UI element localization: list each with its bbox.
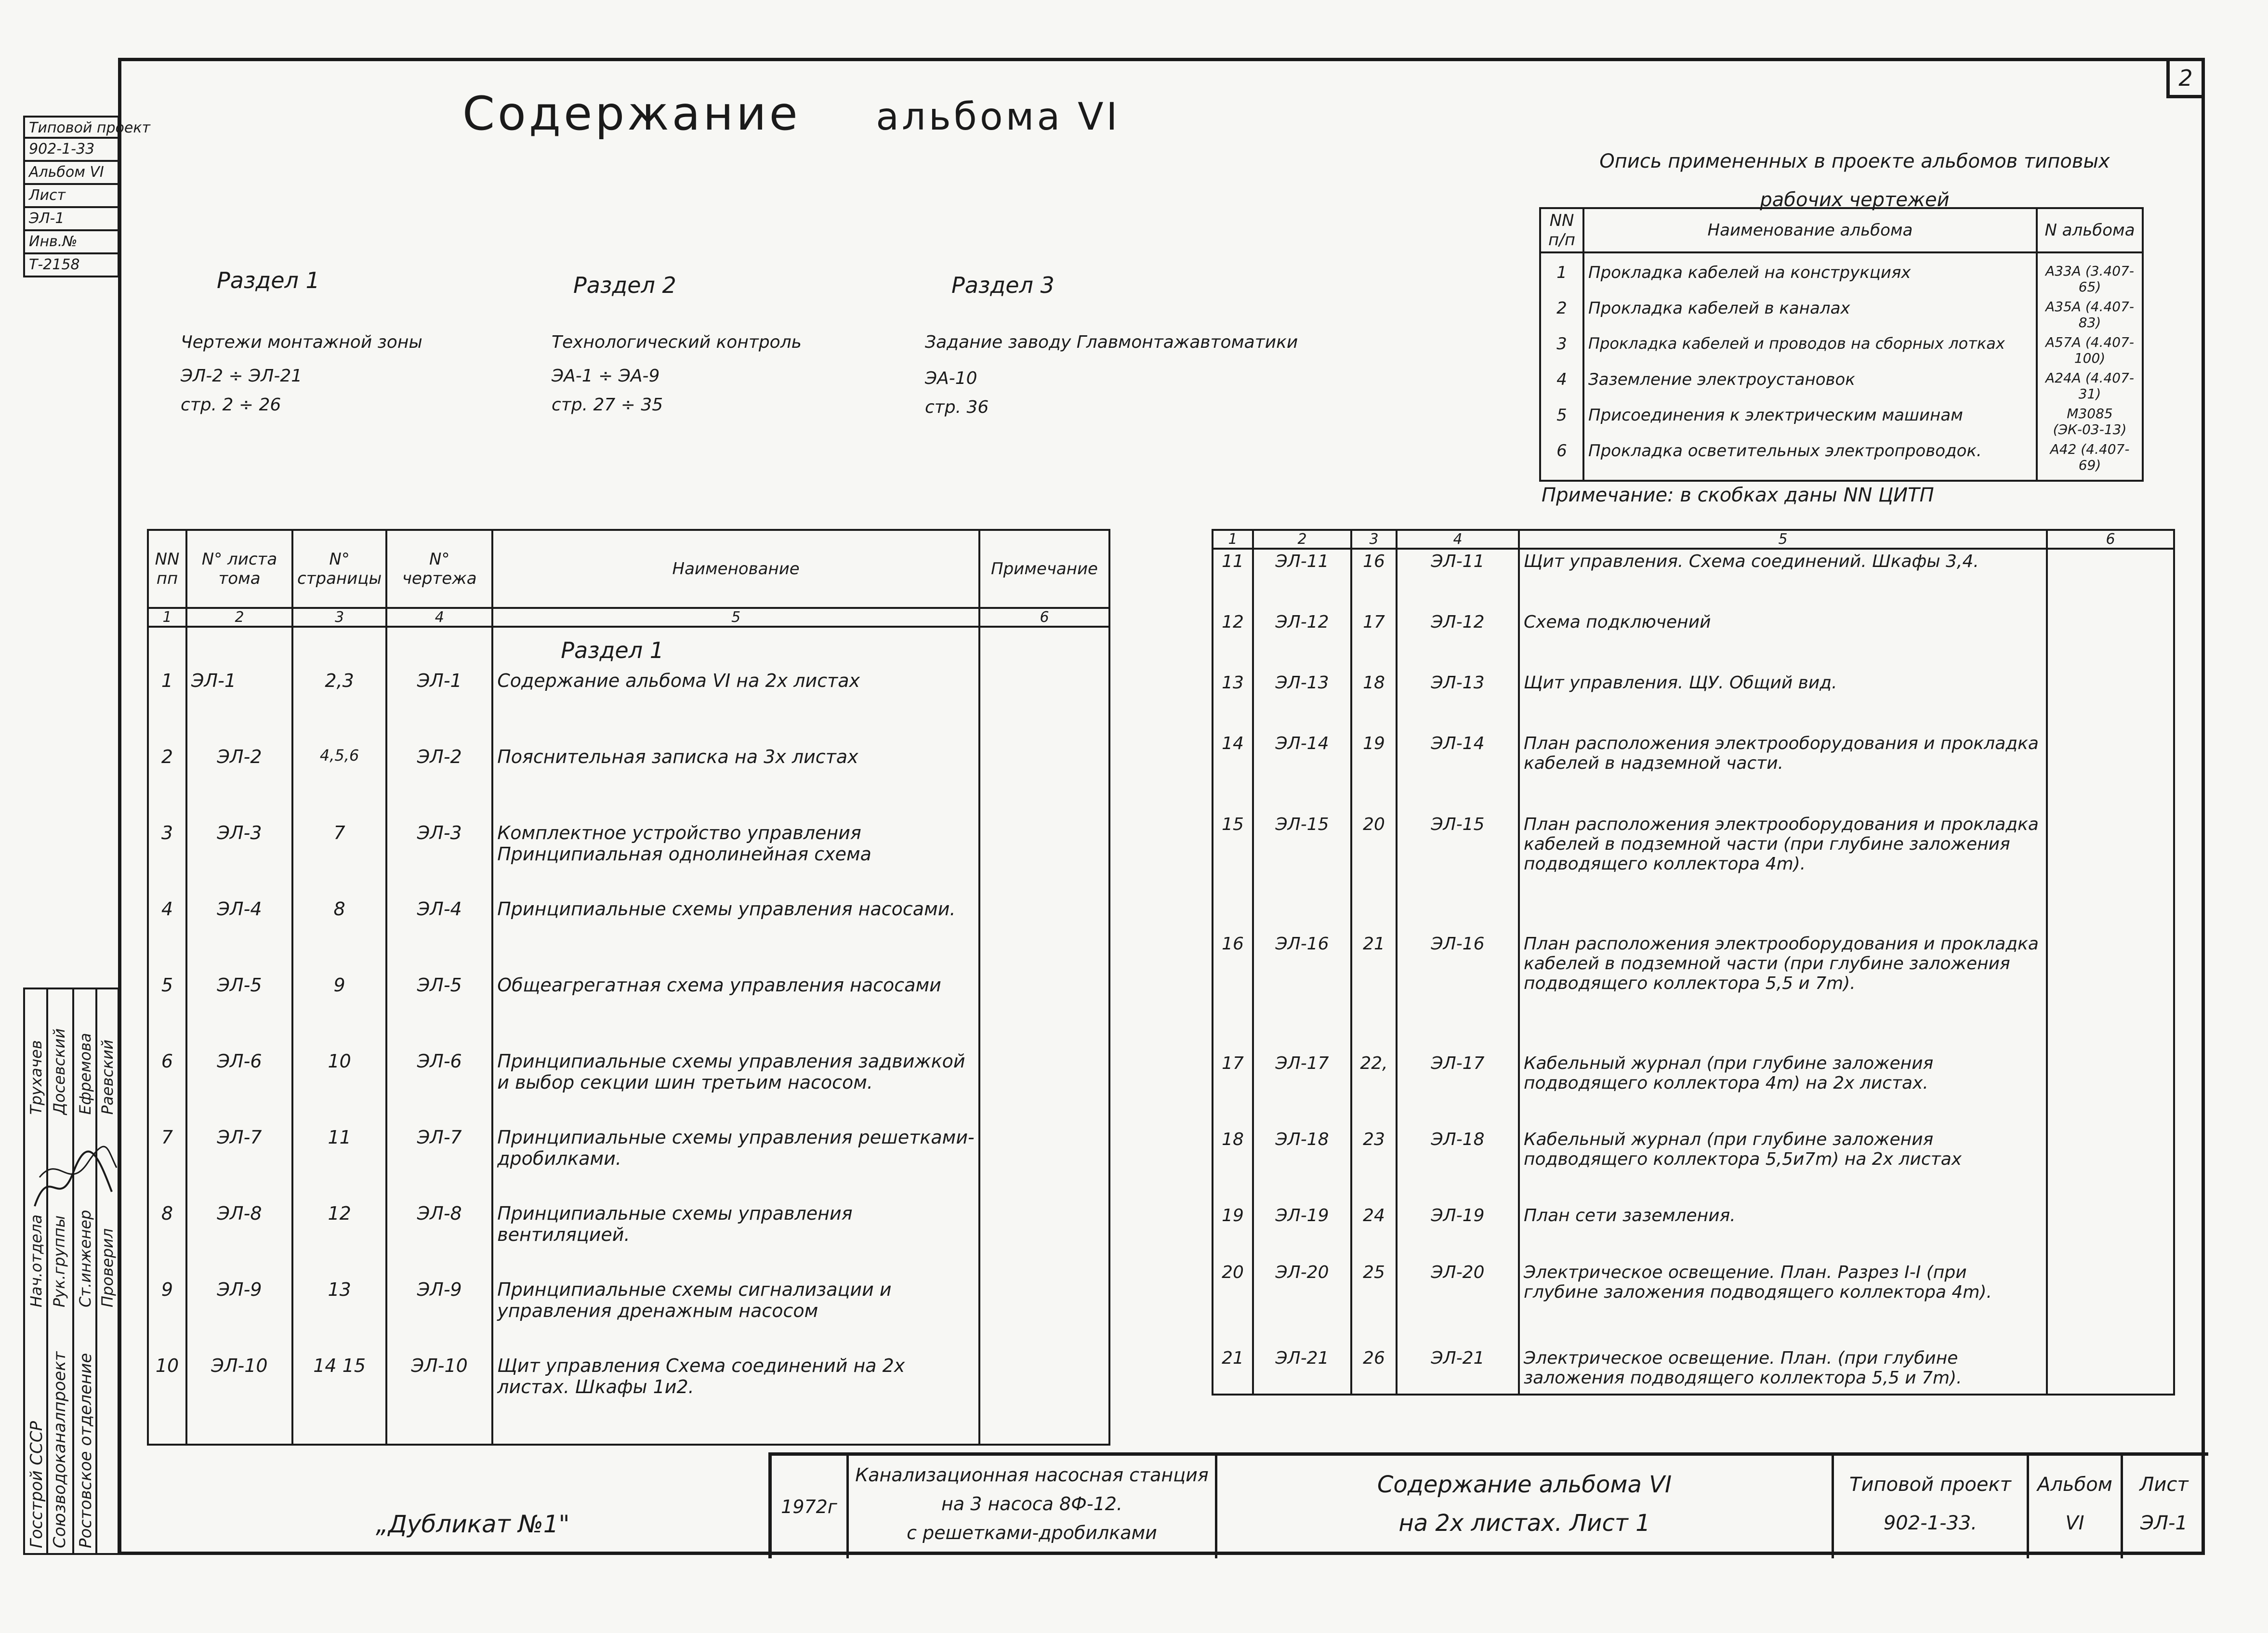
row-n: 16 <box>1213 932 1253 1052</box>
org-2: Союзводоканалпроект <box>50 1351 69 1548</box>
name-4: Раевский <box>98 1040 117 1115</box>
row-n: 5 <box>148 973 186 1049</box>
section-2-range: ЭА-1 ÷ ЭА-9 <box>552 366 660 386</box>
lstamp-cell: 902-1-33 <box>23 139 119 162</box>
title-volume: альбома VI <box>876 95 1121 139</box>
opis-n: 3 <box>1540 332 1583 368</box>
row-drawing: ЭЛ-16 <box>1397 932 1519 1052</box>
col-page: N° страницы <box>292 530 386 608</box>
row-n: 10 <box>148 1353 186 1445</box>
col-note: Примечание <box>979 530 1109 608</box>
row-name: Кабельный журнал (при глубине заложения подводящего коллектора 5,5и7m) на 2х листах <box>1519 1128 2047 1204</box>
lstamp-cell: Лист <box>23 185 119 208</box>
row-n: 17 <box>1213 1052 1253 1128</box>
opis-album: А42 (4.407-69) <box>2037 439 2143 481</box>
row-name: Щит управления Схема соединений на 2х листах. Шкафы 1и2. <box>492 1353 979 1445</box>
opis-n: 6 <box>1540 439 1583 481</box>
row-sheet: ЭЛ-9 <box>186 1277 292 1353</box>
lstamp-cell: ЭЛ-1 <box>23 208 119 231</box>
section-1-title: Раздел 1 <box>217 267 320 293</box>
row-drawing: ЭЛ-2 <box>386 744 492 820</box>
row-n: 8 <box>148 1201 186 1277</box>
col-num: 6 <box>2047 530 2174 549</box>
row-sheet: ЭЛ-6 <box>186 1049 292 1125</box>
name-1: Трухачев <box>27 1040 45 1115</box>
row-name: Принципиальные схемы управления задвижкой и выбор секции шин третьим насосом. <box>492 1049 979 1125</box>
row-page: 4,5,6 <box>292 744 386 820</box>
row-n: 4 <box>148 896 186 973</box>
strip-divider <box>46 989 48 1553</box>
stamp-doc-title-2: на 2х листах. Лист 1 <box>1398 1510 1650 1537</box>
role-2: Рук.группы <box>50 1215 68 1307</box>
row-page: 10 <box>292 1049 386 1125</box>
row-sheet: ЭЛ-5 <box>186 973 292 1049</box>
row-sheet: ЭЛ-8 <box>186 1201 292 1277</box>
row-drawing: ЭЛ-19 <box>1397 1204 1519 1261</box>
row-name: Принципиальные схемы сигнализации и управления дренажным насосом <box>492 1277 979 1353</box>
col-num: 3 <box>1351 530 1397 549</box>
row-n: 7 <box>148 1125 186 1201</box>
name-2: Досевский <box>50 1028 68 1115</box>
row-page: 16 <box>1351 549 1397 610</box>
stamp-sheet-label: Лист <box>2139 1474 2189 1496</box>
row-sheet: ЭЛ-17 <box>1253 1052 1351 1128</box>
row-drawing: ЭЛ-18 <box>1397 1128 1519 1204</box>
title-block <box>768 1452 2208 1558</box>
row-sheet: ЭЛ-3 <box>186 820 292 896</box>
row-drawing: ЭЛ-13 <box>1397 671 1519 732</box>
row-drawing: ЭЛ-21 <box>1397 1346 1519 1395</box>
row-drawing: ЭЛ-1 <box>386 668 492 744</box>
row-sheet: ЭЛ-15 <box>1253 813 1351 932</box>
col-nn: NN пп <box>148 530 186 608</box>
stamp-object-2: на 3 насоса 8Ф-12. <box>941 1493 1123 1514</box>
stamp-sheet <box>2123 1456 2205 1558</box>
row-sheet: ЭЛ-7 <box>186 1125 292 1201</box>
col-num: 5 <box>492 608 979 627</box>
row-page: 21 <box>1351 932 1397 1052</box>
row-drawing: ЭЛ-17 <box>1397 1052 1519 1128</box>
row-page: 26 <box>1351 1346 1397 1395</box>
opis-n: 5 <box>1540 404 1583 439</box>
lstamp-cell: Типовой проект <box>23 116 119 139</box>
col-sheet: N° листа тома <box>186 530 292 608</box>
col-num: 6 <box>979 608 1109 627</box>
row-name: Схема подключений <box>1519 610 2047 671</box>
section-1-pages: стр. 2 ÷ 26 <box>181 395 281 415</box>
section-1-range: ЭЛ-2 ÷ ЭЛ-21 <box>181 366 303 386</box>
signatures <box>30 1134 121 1221</box>
row-page: 11 <box>292 1125 386 1201</box>
col-num: 2 <box>1253 530 1351 549</box>
section-2-title: Раздел 2 <box>573 272 676 298</box>
opis-album: А24А (4.407-31) <box>2037 368 2143 404</box>
contents-table-left <box>147 529 1110 1446</box>
row-drawing: ЭЛ-3 <box>386 820 492 896</box>
opis-title-1: Опись примененных в проекте альбомов типовых <box>1599 150 2110 172</box>
opis-col-name: Наименование альбома <box>1583 208 2037 252</box>
row-sheet: ЭЛ-16 <box>1253 932 1351 1052</box>
row-drawing: ЭЛ-15 <box>1397 813 1519 932</box>
stamp-project <box>1834 1456 2029 1558</box>
row-page: 14 15 <box>292 1353 386 1445</box>
row-name: План расположения электрооборудования и прокладка кабелей в подземной части (при глубине заложения подводящего коллектора 5,5 и 7m). <box>1519 932 2047 1052</box>
page-title <box>462 87 1120 141</box>
stamp-year: 1972г <box>772 1456 849 1558</box>
row-page: 12 <box>292 1201 386 1277</box>
col-num: 1 <box>1213 530 1253 549</box>
row-name: План расположения электрооборудования и прокладка кабелей в надземной части. <box>1519 732 2047 813</box>
row-drawing: ЭЛ-6 <box>386 1049 492 1125</box>
section-3-name: Задание заводу Главмонтажавтоматики <box>925 332 1298 352</box>
row-name: Пояснительная записка на 3х листах <box>492 744 979 820</box>
row-page: 23 <box>1351 1128 1397 1204</box>
section-2-pages: стр. 27 ÷ 35 <box>552 395 663 415</box>
opis-album: А57А (4.407-100) <box>2037 332 2143 368</box>
row-n: 21 <box>1213 1346 1253 1395</box>
row-name: Принципиальные схемы управления решетками-дробилками. <box>492 1125 979 1201</box>
row-page: 25 <box>1351 1261 1397 1346</box>
row-page: 2,3 <box>292 668 386 744</box>
stamp-album-label: Альбом <box>2037 1474 2112 1496</box>
row-drawing: ЭЛ-11 <box>1397 549 1519 610</box>
row-name: Электрическое освещение. План. Разрез I-I (при глубине заложения подводящего коллектора 4m). <box>1519 1261 2047 1346</box>
row-page: 19 <box>1351 732 1397 813</box>
sheet-number: 2 <box>2166 58 2205 98</box>
row-drawing: ЭЛ-7 <box>386 1125 492 1201</box>
left-signature-strip <box>23 988 119 1555</box>
row-n: 20 <box>1213 1261 1253 1346</box>
row-page: 20 <box>1351 813 1397 932</box>
row-sheet: ЭЛ-2 <box>186 744 292 820</box>
stamp-sheet-no: ЭЛ-1 <box>2140 1512 2188 1534</box>
row-sheet: ЭЛ-11 <box>1253 549 1351 610</box>
opis-album: А33А (3.407-65) <box>2037 252 2143 297</box>
row-n: 11 <box>1213 549 1253 610</box>
row-name: Общеагрегатная схема управления насосами <box>492 973 979 1049</box>
section-1-name: Чертежи монтажной зоны <box>181 332 422 352</box>
opis-name: Заземление электроустановок <box>1583 368 2037 404</box>
stamp-album-no: VI <box>2065 1512 2084 1534</box>
row-n: 15 <box>1213 813 1253 932</box>
col-name: Наименование <box>492 530 979 608</box>
row-drawing: ЭЛ-14 <box>1397 732 1519 813</box>
row-drawing: ЭЛ-9 <box>386 1277 492 1353</box>
row-page: 18 <box>1351 671 1397 732</box>
col-drawing: N° чертежа <box>386 530 492 608</box>
row-name: План сети заземления. <box>1519 1204 2047 1261</box>
stamp-object-3: с решетками-дробилками <box>907 1522 1157 1543</box>
row-n: 9 <box>148 1277 186 1353</box>
row-name: Содержание альбома VI на 2х листах <box>492 668 979 744</box>
stamp-doc-title <box>1217 1456 1834 1558</box>
row-drawing: ЭЛ-20 <box>1397 1261 1519 1346</box>
left-top-stamp <box>23 116 150 277</box>
row-sheet: ЭЛ-10 <box>186 1353 292 1445</box>
row-page: 24 <box>1351 1204 1397 1261</box>
duplicate-mark: „Дубликат №1" <box>376 1510 570 1538</box>
opis-note: Примечание: в скобках даны NN ЦИТП <box>1542 484 1934 506</box>
row-drawing: ЭЛ-12 <box>1397 610 1519 671</box>
row-n: 2 <box>148 744 186 820</box>
row-page: 17 <box>1351 610 1397 671</box>
role-1: Нач.отдела <box>27 1214 45 1307</box>
row-name: План расположения электрооборудования и прокладка кабелей в подземной части (при глубине заложения подводящего коллектора 4m). <box>1519 813 2047 932</box>
row-sheet: ЭЛ-12 <box>1253 610 1351 671</box>
row-n: 14 <box>1213 732 1253 813</box>
row-n: 18 <box>1213 1128 1253 1204</box>
contents-table-right <box>1212 529 2175 1396</box>
row-drawing: ЭЛ-10 <box>386 1353 492 1445</box>
row-sheet: ЭЛ-19 <box>1253 1204 1351 1261</box>
opis-name: Присоединения к электрическим машинам <box>1583 404 2037 439</box>
strip-divider <box>95 989 97 1553</box>
row-name: Кабельный журнал (при глубине заложения подводящего коллектора 4m) на 2х листах. <box>1519 1052 2047 1128</box>
row-n: 1 <box>148 668 186 744</box>
section-3-title: Раздел 3 <box>951 272 1055 298</box>
row-page: 13 <box>292 1277 386 1353</box>
opis-table <box>1539 207 2144 482</box>
row-name: Комплектное устройство управления Принципиальная однолинейная схема <box>492 820 979 896</box>
row-sheet: ЭЛ-14 <box>1253 732 1351 813</box>
row-sheet: ЭЛ-13 <box>1253 671 1351 732</box>
row-name: Щит управления. ЩУ. Общий вид. <box>1519 671 2047 732</box>
row-page: 8 <box>292 896 386 973</box>
row-sheet: ЭЛ-4 <box>186 896 292 973</box>
opis-name: Прокладка кабелей на конструкциях <box>1583 252 2037 297</box>
opis-col-album: N альбома <box>2037 208 2143 252</box>
row-page: 9 <box>292 973 386 1049</box>
opis-name: Прокладка кабелей в каналах <box>1583 297 2037 332</box>
stamp-album <box>2029 1456 2123 1558</box>
row-n: 12 <box>1213 610 1253 671</box>
section-2-name: Технологический контроль <box>552 332 802 352</box>
stamp-doc-title-1: Содержание альбома VI <box>1377 1471 1672 1498</box>
title-main: Содержание <box>462 87 801 141</box>
col-num: 3 <box>292 608 386 627</box>
stamp-project-label: Типовой проект <box>1849 1474 2011 1496</box>
section-3-range: ЭА-10 <box>925 369 977 388</box>
row-name: Принципиальные схемы управления вентиляцией. <box>492 1201 979 1277</box>
opis-n: 2 <box>1540 297 1583 332</box>
row-n: 3 <box>148 820 186 896</box>
lstamp-cell: Альбом VI <box>23 162 119 185</box>
row-page: 7 <box>292 820 386 896</box>
row-drawing: ЭЛ-5 <box>386 973 492 1049</box>
role-3: Ст.инженер <box>76 1210 94 1307</box>
role-4: Проверил <box>98 1228 117 1307</box>
stamp-project-no: 902-1-33. <box>1883 1512 1978 1534</box>
opis-name: Прокладка осветительных электропроводок. <box>1583 439 2037 481</box>
row-sheet: ЭЛ-1 <box>186 668 292 744</box>
row-name: Электрическое освещение. План. (при глубине заложения подводящего коллектора 5,5 и 7m). <box>1519 1346 2047 1395</box>
name-3: Ефремова <box>76 1033 94 1115</box>
row-name: Принципиальные схемы управления насосами. <box>492 896 979 973</box>
row-n: 6 <box>148 1049 186 1125</box>
stamp-object-1: Канализационная насосная станция <box>855 1464 1209 1486</box>
lstamp-cell: Инв.№ <box>23 231 119 254</box>
row-drawing: ЭЛ-8 <box>386 1201 492 1277</box>
strip-divider <box>72 989 74 1553</box>
section-label: Раздел 1 <box>492 627 979 668</box>
opis-album: А35А (4.407-83) <box>2037 297 2143 332</box>
lstamp-cell: Т-2158 <box>23 254 119 277</box>
row-drawing: ЭЛ-4 <box>386 896 492 973</box>
row-sheet: ЭЛ-18 <box>1253 1128 1351 1204</box>
col-num: 5 <box>1519 530 2047 549</box>
col-num: 4 <box>1397 530 1519 549</box>
opis-n: 1 <box>1540 252 1583 297</box>
row-page: 22, <box>1351 1052 1397 1128</box>
col-num: 1 <box>148 608 186 627</box>
opis-name: Прокладка кабелей и проводов на сборных лотках <box>1583 332 2037 368</box>
section-3-pages: стр. 36 <box>925 397 989 417</box>
org-1: Госстрой СССР <box>27 1421 46 1548</box>
col-num: 2 <box>186 608 292 627</box>
opis-n: 4 <box>1540 368 1583 404</box>
opis-album: М3085 (ЭК-03-13) <box>2037 404 2143 439</box>
opis-title-2: рабочих чертежей <box>1760 189 1950 211</box>
row-name: Щит управления. Схема соединений. Шкафы 3,4. <box>1519 549 2047 610</box>
col-num: 4 <box>386 608 492 627</box>
row-n: 19 <box>1213 1204 1253 1261</box>
org-3: Ростовское отделение <box>76 1353 95 1548</box>
stamp-object <box>849 1456 1217 1558</box>
opis-col-n: NN п/п <box>1540 208 1583 252</box>
row-sheet: ЭЛ-20 <box>1253 1261 1351 1346</box>
row-n: 13 <box>1213 671 1253 732</box>
row-sheet: ЭЛ-21 <box>1253 1346 1351 1395</box>
